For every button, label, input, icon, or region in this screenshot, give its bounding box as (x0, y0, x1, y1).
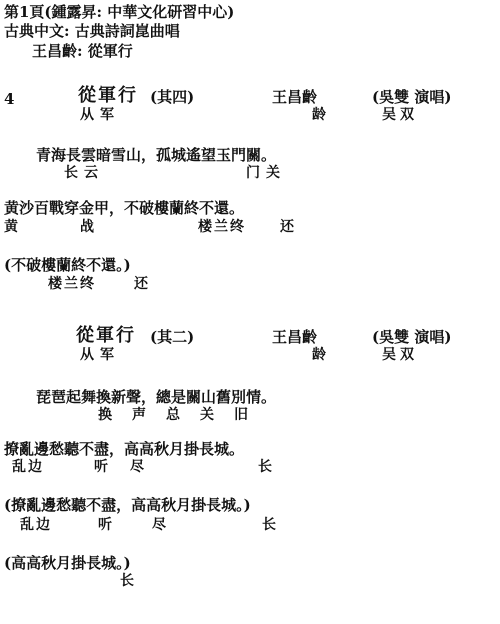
poem2-line-2-simplified-a: 乱边 (12, 459, 44, 475)
poem1-line-2-simplified-b: 战 (80, 219, 94, 235)
poem1-performer: (吳雙 演唱) (372, 88, 452, 106)
poem1-line-2-simplified-d: 还 (280, 219, 294, 235)
poem2-line-1: 琵琶起舞換新聲，總是關山舊別情。 (36, 388, 277, 406)
poem1-line-2-simplified-c: 楼兰终 (198, 219, 246, 235)
header-line-2: 古典中文: 古典詩詞崑曲唱 (4, 22, 180, 40)
poem1-repeat-simplified-a: 楼兰终 (48, 276, 96, 292)
poem1-line-1: 青海長雲暗雪山，孤城遙望玉門關。 (36, 146, 277, 164)
poem2-line-2-simplified-c: 尽 (130, 459, 144, 475)
poem2-line-1-simplified: 换声总关旧 (98, 407, 268, 423)
poem1-line-1-simplified-a: 长云 (64, 165, 104, 181)
poem2-repeat-2-simplified: 长 (120, 573, 134, 589)
poem2-repeat-1-simplified-d: 长 (262, 517, 276, 533)
poem2-line-2-simplified-d: 长 (258, 459, 272, 475)
poem2-repeat-2: (高高秋月掛長城。) (4, 554, 131, 572)
poem1-simplified-title: 从军 (80, 107, 120, 123)
poem1-simplified-author: 龄 (312, 107, 326, 123)
poem1-repeat-simplified-b: 还 (134, 276, 148, 292)
poem2-repeat-1-simplified-b: 听 (98, 517, 112, 533)
poem2-simplified-author: 龄 (312, 347, 326, 363)
poem2-simplified-title: 从军 (80, 347, 120, 363)
poem1-line-2-simplified-a: 黄 (4, 219, 18, 235)
poem2-line-2-simplified-b: 听 (94, 459, 108, 475)
poem-number: 4 (4, 90, 15, 108)
header-line-3: 王昌齡: 從軍行 (32, 42, 133, 60)
poem2-part: (其二) (150, 328, 195, 346)
poem1-author: 王昌齡 (272, 88, 318, 106)
poem2-line-2: 撩亂邊愁聽不盡，高高秋月掛長城。 (4, 440, 245, 458)
poem2-author: 王昌齡 (272, 328, 318, 346)
poem2-repeat-1: (撩亂邊愁聽不盡，高高秋月掛長城。) (4, 496, 251, 514)
poem1-title: 從軍行 (78, 85, 138, 106)
poem2-repeat-1-simplified-a: 乱边 (20, 517, 52, 533)
poem1-part: (其四) (150, 88, 195, 106)
poem2-simplified-performer: 吴双 (382, 347, 418, 363)
poem1-line-1-simplified-b: 门关 (246, 165, 286, 181)
poem2-repeat-1-simplified-c: 尽 (152, 517, 166, 533)
header-line-1: 第1頁(鍾露昇: 中華文化研習中心) (4, 3, 235, 21)
poem1-repeat: (不破樓蘭終不還。) (4, 256, 131, 274)
poem1-line-2: 黄沙百戰穿金甲，不破樓蘭終不還。 (4, 199, 245, 217)
poem2-performer: (吳雙 演唱) (372, 328, 452, 346)
poem1-simplified-performer: 吴双 (382, 107, 418, 123)
poem2-title: 從軍行 (76, 325, 136, 346)
